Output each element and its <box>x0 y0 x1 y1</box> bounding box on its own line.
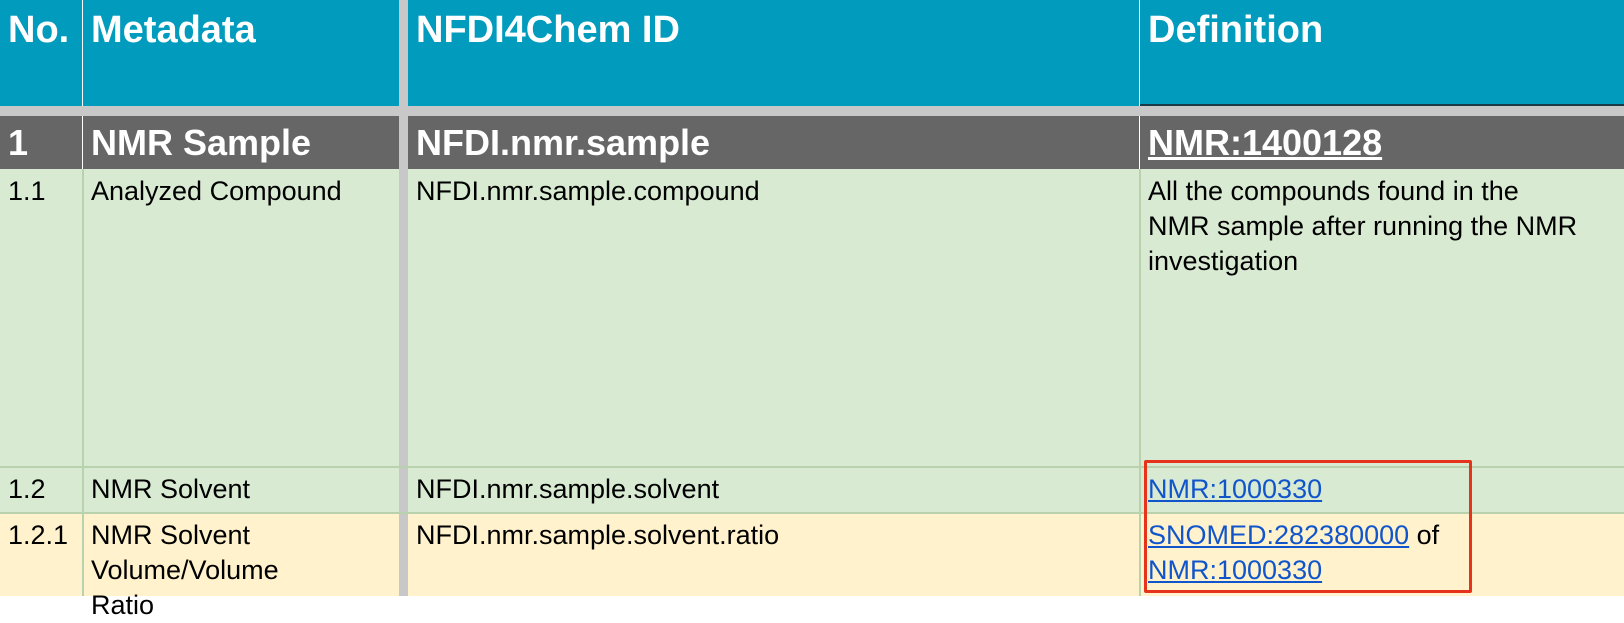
row-id: NFDI.nmr.sample.solvent <box>416 474 720 504</box>
row-definition-connector: of <box>1409 520 1440 550</box>
table-row-cell-id[interactable] <box>408 513 1139 596</box>
row-no: 1.1 <box>8 176 46 206</box>
section-cell-no[interactable] <box>0 116 82 169</box>
header-cell-metadata[interactable] <box>83 0 399 106</box>
table-row-cell-metadata[interactable] <box>83 513 399 620</box>
table-row-cell-no[interactable] <box>0 513 82 596</box>
row-definition-link-snomed[interactable]: SNOMED:282380000 <box>1148 520 1410 550</box>
header-id-label: NFDI4Chem ID <box>416 9 680 51</box>
table-row-cell-no[interactable] <box>0 169 82 466</box>
row-definition-link[interactable]: NMR:1000330 <box>1148 474 1323 504</box>
header-cell-id[interactable] <box>408 0 1139 106</box>
row-definition-link-nmr[interactable]: NMR:1000330 <box>1148 555 1323 585</box>
gridline <box>82 169 84 596</box>
row-metadata: NMR Solvent <box>91 474 251 504</box>
table-row-cell-id[interactable] <box>408 467 1139 512</box>
section-no: 1 <box>8 122 29 163</box>
table-row-cell-definition[interactable] <box>1140 169 1624 466</box>
column-freeze-divider[interactable] <box>399 0 408 596</box>
section-cell-id[interactable] <box>408 116 1139 169</box>
row-metadata: NMR Solvent Volume/Volume Ratio <box>91 520 279 620</box>
highlight-box <box>1144 460 1472 593</box>
row-no: 1.2 <box>8 474 46 504</box>
row-definition: All the compounds found in the NMR sample after running the NMR investigation <box>1148 176 1578 276</box>
section-metadata: NMR Sample <box>91 122 312 163</box>
row-freeze-divider[interactable] <box>0 106 1624 116</box>
header-metadata-label: Metadata <box>91 9 256 51</box>
header-no-label: No. <box>8 9 70 51</box>
row-no: 1.2.1 <box>8 520 69 550</box>
header-definition-label: Definition <box>1148 9 1324 51</box>
section-cell-definition[interactable] <box>1140 116 1624 169</box>
table-row-cell-metadata[interactable] <box>83 467 399 512</box>
header-cell-no[interactable] <box>0 0 82 106</box>
header-cell-definition[interactable] <box>1140 0 1624 106</box>
row-id: NFDI.nmr.sample.compound <box>416 176 760 206</box>
section-id: NFDI.nmr.sample <box>416 122 711 163</box>
table-row-cell-metadata[interactable] <box>83 169 399 466</box>
section-definition-link[interactable]: NMR:1400128 <box>1148 122 1383 163</box>
table-row-cell-id[interactable] <box>408 169 1139 466</box>
table-row-cell-no[interactable] <box>0 467 82 512</box>
section-cell-metadata[interactable] <box>83 116 399 169</box>
header-underline <box>1140 104 1624 106</box>
row-id: NFDI.nmr.sample.solvent.ratio <box>416 520 780 550</box>
row-metadata: Analyzed Compound <box>91 176 342 206</box>
gridline <box>1139 169 1141 596</box>
